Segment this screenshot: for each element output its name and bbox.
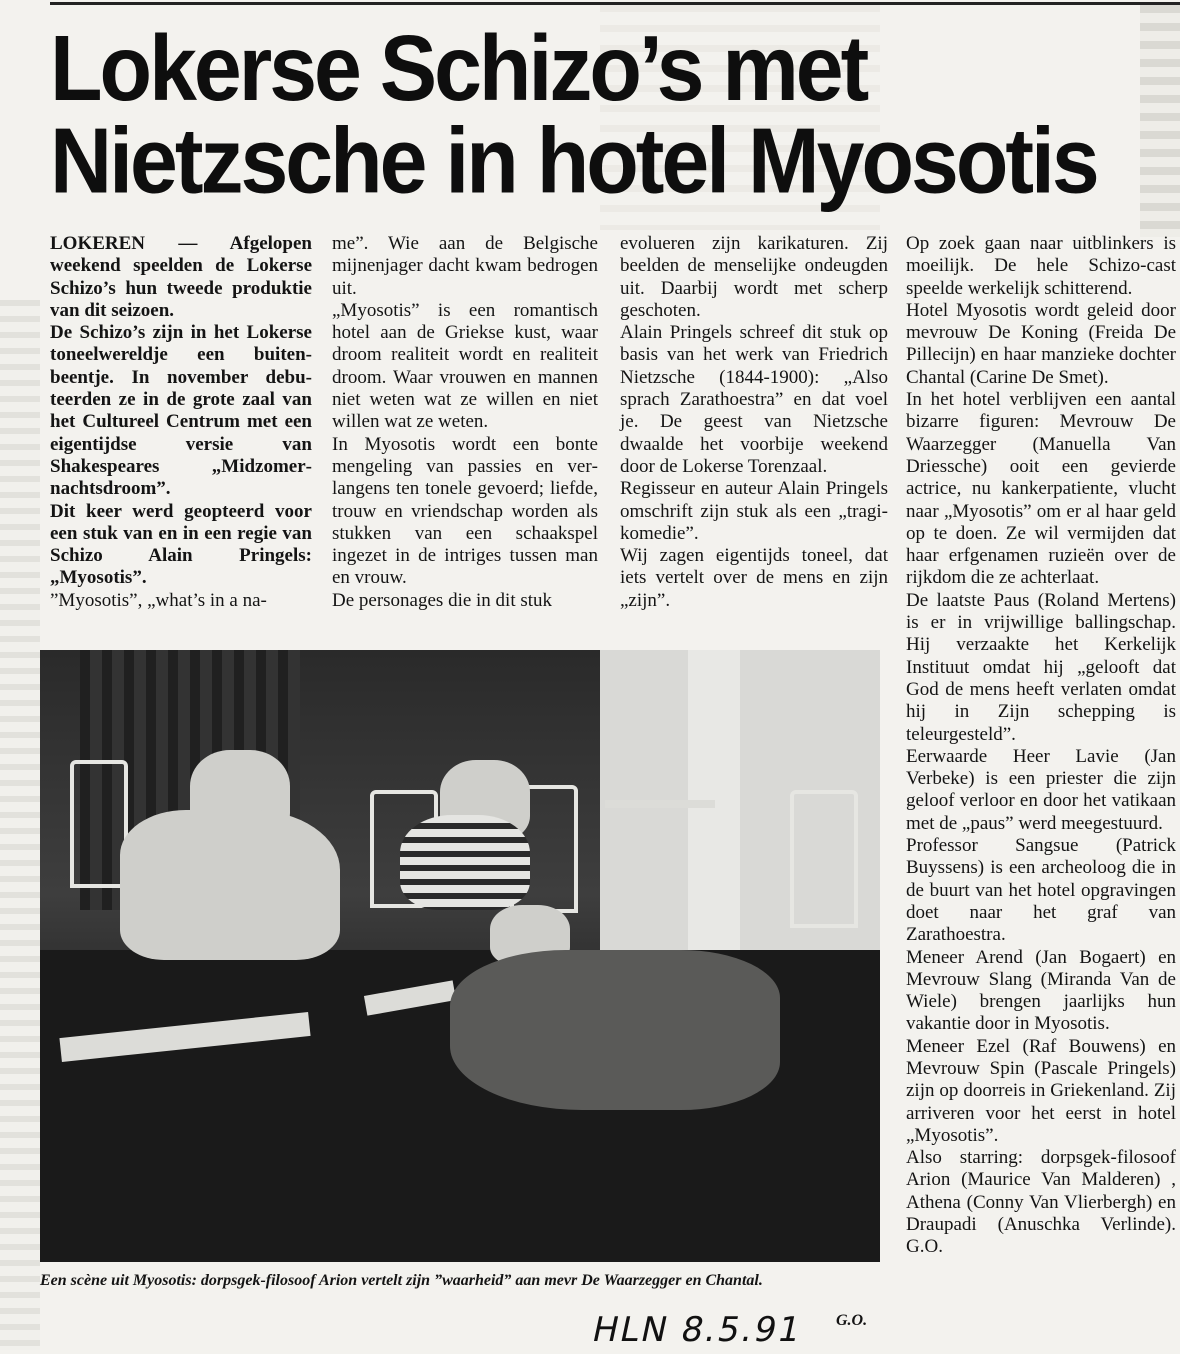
paragraph: ”Myosotis”, „what’s in a na- — [50, 589, 267, 611]
paragraph: Also starring: dorpsgek-filosoof Arion (Maurice Van Malderen) , Athena (Conny Van Vlierbergh) en Draupadi (Anuschka Verlinde). G.O. — [906, 1147, 1176, 1258]
adjacent-article-bleed — [1140, 5, 1180, 237]
adjacent-article-bleed — [0, 300, 40, 1350]
paragraph: Hotel Myosotis wordt geleid door mevrouw De Koning (Freida De Pillecijn) en haar manzieke dochter Chantal (Carine De Smet). — [906, 299, 1176, 388]
paragraph: Dit keer werd geopteerd voor een stuk van en in een regie van Schizo Alain Pringels: „Myosotis”. — [50, 500, 312, 589]
paragraph: Op zoek gaan naar uitblinkers is moeilijk. De hele Schizo-cast speelde werkelijk schitterend. — [906, 233, 1176, 299]
dateline: LOKEREN — — [50, 233, 198, 254]
paragraph: Eerwaarde Heer Lavie (Jan Verbeke) is een priester die zijn geloof verloor en door het vatikaan met de „paus” werd meegestuurd. — [906, 745, 1176, 834]
paragraph: In het hotel verblijven een aantal bizarre figuren: Mevrouw De Waarzegger (Manuella Van Driessche) ooit een gevierde actrice, nu kankerpatiente, vlucht naar „Myosotis” om er al haar geld op te doen. Ze wil vermijden dat haar erfgenamen ruzieën over de rijkdom die ze achterlaat. — [906, 389, 1176, 589]
handwritten-note: HLN 8.5.91 — [588, 1310, 807, 1350]
paragraph: Alain Pringels schreef dit stuk op basis van het werk van Friedrich Nietzsche (1844-1900): „Also sprach Zarathoestra” en dat voel je. De geest van Nietzsche dwaalde het voorbije weekend door de Lokerse Torenzaal. — [620, 322, 888, 477]
article-column-4 — [906, 233, 1176, 1259]
photo-credit: G.O. — [836, 1312, 868, 1329]
paragraph: De personages die in dit stuk — [332, 589, 553, 611]
paragraph: Meneer Arend (Jan Bogaert) en Mevrouw Slang (Miranda Van de Wiele) brengen jaarlijks hun vakantie door in Myosotis. — [906, 946, 1176, 1035]
paragraph: Wij zagen eigentijds toneel, dat iets vertelt over de mens en zijn „zijn”. — [620, 545, 888, 611]
paragraph: me”. Wie aan de Belgische mijnenjager dacht kwam bedrogen uit. — [332, 233, 598, 299]
paragraph — [50, 233, 312, 322]
photo-figure-body — [450, 950, 780, 1110]
photo-chair — [790, 790, 858, 928]
paragraph: evolueren zijn karikaturen. Zij beelden de menselijke ondeugden uit. Daarbij wordt met scherp geschoten. — [620, 233, 888, 321]
paragraph: „Myosotis” is een romantisch hotel aan de Griekse kust, waar droom realiteit wordt en realiteit droom. Waar vrouwen en mannen niet weten wat ze willen en niet willen wat ze weten. — [332, 299, 598, 433]
paragraph: De Schizo’s zijn in het Lokerse toneelwereldje een buitenbeentje. In november debuteerden ze in de grote zaal van het Cultureel Centrum met een eigentijdse versie van Shakespeares „Midzomernachtsdroom”. — [50, 322, 312, 500]
article-column-1 — [50, 233, 312, 612]
article-column-3 — [620, 233, 888, 612]
headline-line-2: Nietzsche in hotel Myosotis — [50, 109, 1097, 214]
photo-table — [605, 800, 715, 808]
paragraph: Regisseur en auteur Alain Pringels omschrift zijn stuk als een „tragi-komedie”. — [620, 478, 888, 544]
article-column-2 — [332, 233, 598, 612]
photo-figure-body — [400, 815, 530, 910]
photo-caption: Een scène uit Myosotis: dorpsgek-filosoof Arion vertelt zijn ”waarheid” aan mevr De Waarzegger en Chantal. — [40, 1272, 763, 1289]
paragraph-text: Afgelopen weekend speelden de Lokerse Schizo’s hun tweede produktie van dit seizoen. — [50, 233, 312, 321]
photo-figure-body — [120, 810, 340, 960]
paragraph: De laatste Paus (Roland Mertens) is er in vrijwillige ballingschap. Hij verzaakte het Kerkelijk Instituut omdat hij „gelooft dat God de mens heeft verlaten omdat hij in Zijn schepping is teleurgesteld”. — [906, 589, 1176, 745]
paragraph: Meneer Ezel (Raf Bouwens) en Mevrouw Spin (Pascale Pringels) zijn op doorreis in Griekenland. Zij arriveren voor het eerst in hotel „Myosotis”. — [906, 1035, 1176, 1146]
headline-line-1: Lokerse Schizo’s met — [50, 16, 867, 121]
paragraph: Professor Sangsue (Patrick Buyssens) is een archeoloog die in de buurt van het hotel opgravingen doet naar het graf van Zarathoestra. — [906, 835, 1176, 946]
scene-photo — [40, 650, 880, 1262]
headline — [50, 16, 1140, 214]
paragraph: In Myosotis wordt een bonte mengeling van passies en verlangens ten tonele gevoerd; liefde, trouw en vriendschap worden als stukken van een schaakspel ingezet in de intriges tussen man en vrouw. — [332, 433, 598, 589]
